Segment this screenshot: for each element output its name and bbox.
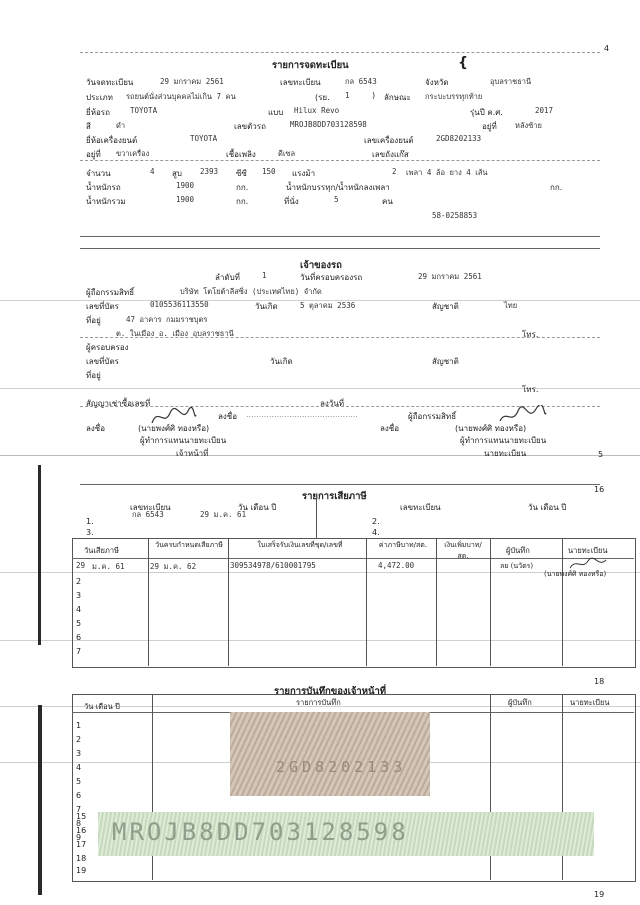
scan-edge <box>38 465 41 645</box>
label: โทร. <box>522 330 539 339</box>
label: ที่นั่ง <box>284 197 299 206</box>
tax-amount: 4,472.00 <box>378 561 415 570</box>
holder-address: 47 อาคาร กมมราชบุตร <box>126 315 208 324</box>
label: รุ่นปี ค.ศ. <box>470 108 503 117</box>
axles: 2 <box>392 167 397 176</box>
total-weight: 1900 <box>176 195 195 204</box>
plate-number: กล 6543 <box>345 77 377 86</box>
holder-name: บริษัท โตโยต้าลีสซิ่ง (ประเทศไทย) จำกัด <box>180 287 322 296</box>
label: ) <box>372 91 376 100</box>
label: เลขเครื่องยนต์ <box>364 136 414 145</box>
province: อุบลราชธานี <box>490 77 532 86</box>
label: เลขที่บัตร <box>86 302 119 311</box>
row-index: 9 <box>76 833 82 842</box>
divider <box>80 248 600 249</box>
engine-trace-text: 2GD8202133 <box>276 758 407 776</box>
model-year: 2017 <box>535 106 554 115</box>
label: เจ้าหน้าที่ <box>176 449 209 458</box>
engine-brand: TOYOTA <box>190 134 218 143</box>
holder-nationality: ไทย <box>504 301 518 310</box>
row-index: 16 <box>76 826 87 835</box>
holder-birth: 5 ตุลาคม 2536 <box>300 301 356 310</box>
label: จำนวน <box>86 169 111 178</box>
label: ลงชื่อ <box>380 424 400 433</box>
label: ผู้ครอบครอง <box>86 343 129 352</box>
transfer-index: 4. <box>372 528 380 537</box>
tax-paid-date: ม.ค. 61 <box>92 562 125 571</box>
log-title: รายการบันทึกของเจ้าหน้าที่ <box>274 686 387 697</box>
row-index: 1 <box>76 721 82 730</box>
page-mark: 16 <box>594 485 605 494</box>
seats: 5 <box>334 195 339 204</box>
label: ลงชื่อ <box>86 424 106 433</box>
label: ลงชื่อ <box>218 412 238 421</box>
label: (รย. <box>315 93 330 102</box>
signer-role: ผู้ทำการแทนนายทะเบียน <box>460 436 547 445</box>
divider <box>316 496 317 538</box>
page-mark: 4 <box>604 44 610 53</box>
log-header: นายทะเบียน <box>570 698 610 707</box>
row-index: 8 <box>76 819 82 828</box>
transfer-index: 2. <box>372 517 380 526</box>
label: กก. <box>236 183 249 192</box>
label: เลขทะเบียน <box>280 78 321 87</box>
table-rule <box>490 538 491 666</box>
tax-header: ผู้บันทึก <box>506 546 530 555</box>
tax-header: ใบเสร็จรับเงินเลขที่ชุด/เลขที่ <box>257 541 343 549</box>
signer-role: ผู้ทำการแทนนายทะเบียน <box>140 436 227 445</box>
label: วันเกิด <box>270 357 293 366</box>
divider <box>80 484 600 485</box>
row-index: 19 <box>76 866 87 875</box>
signature-icon <box>568 556 608 572</box>
serial-number: 58-0258853 <box>432 211 478 220</box>
log-header: วัน เดือน ปี <box>84 702 120 711</box>
chassis-trace-text: MROJB8DD703128598 <box>112 818 409 846</box>
label: วัน เดือน ปี <box>528 503 567 512</box>
label: ผู้ถือกรรมสิทธิ์ <box>86 288 135 297</box>
vehicle-style: กระบะบรรทุกท้าย <box>425 92 483 101</box>
label: น้ำหนักรวม <box>86 197 126 206</box>
label: เลขที่บัตร <box>86 357 119 366</box>
label: กก. <box>236 197 249 206</box>
tax-header: ค่าภาษีบาท/สต. <box>378 541 428 549</box>
label: เลขทะเบียน <box>400 503 441 512</box>
type-code: 1 <box>345 91 350 100</box>
tax-recorder: ลย (นวัตร) <box>500 562 534 570</box>
label: สัญชาติ <box>432 302 459 311</box>
label: เลขทะเบียน <box>130 503 171 512</box>
registration-title: รายการจดทะเบียน <box>272 60 349 71</box>
row-index: 2 <box>76 735 82 744</box>
row-index: 3 <box>76 749 82 758</box>
label: สัญญาเช่าซื้อเลขที่ <box>86 399 151 408</box>
label: ยี่ห้อเครื่องยนต์ <box>86 136 138 145</box>
log-header: ผู้บันทึก <box>508 698 532 707</box>
label: สูบ <box>172 169 182 178</box>
sign-line: ............................................ <box>246 410 358 419</box>
transfer-date: 29 ม.ค. 61 <box>200 510 247 519</box>
registration-date: 29 มกราคม 2561 <box>160 77 224 86</box>
scan-edge <box>38 705 42 895</box>
tax-header: วันครบกำหนดเสียภาษี <box>155 541 223 549</box>
label: สัญชาติ <box>432 357 459 366</box>
label: ซีซี <box>236 169 247 178</box>
label: เชื้อเพลิง <box>226 150 256 159</box>
label: น้ำหนักบรรทุก/น้ำหนักลงเพลา <box>286 183 390 192</box>
brand: TOYOTA <box>130 106 158 115</box>
hold-date: 29 มกราคม 2561 <box>418 272 482 281</box>
row-index: 6 <box>76 633 82 642</box>
label: โทร. <box>522 385 539 394</box>
row-index: 4 <box>76 763 82 772</box>
vehicle-type: รถยนต์นั่งส่วนบุคคลไม่เกิน 7 คน <box>126 92 236 101</box>
chassis-location: หลังซ้าย <box>515 121 542 130</box>
row-index: 15 <box>76 812 87 821</box>
label: วันจดทะเบียน <box>86 78 134 87</box>
label: แบบ <box>268 108 284 117</box>
divider <box>80 160 600 161</box>
row-index: 3 <box>76 591 82 600</box>
label: สี <box>86 122 91 131</box>
label: อยู่ที่ <box>482 122 497 131</box>
row-index: 5 <box>76 619 82 628</box>
engine-number: 2GD8202133 <box>436 134 482 143</box>
row-index: 4 <box>76 605 82 614</box>
table-rule <box>366 538 367 666</box>
label: ประเภท <box>86 93 113 102</box>
label: วันเกิด <box>255 302 278 311</box>
row-index: 7 <box>76 805 82 814</box>
page-number-mark: { <box>458 55 468 71</box>
label: กก. <box>550 183 563 192</box>
page-mark: 19 <box>594 890 605 899</box>
signer-name: (นายพงศ์ศิ ทองหรือ) <box>455 424 527 433</box>
row-index: 18 <box>76 854 87 863</box>
divider <box>80 337 600 338</box>
color: ดำ <box>116 121 126 130</box>
tax-receipt: 309534978/610001795 <box>230 561 316 570</box>
label: คน <box>382 197 393 206</box>
label: ลักษณะ <box>384 93 411 102</box>
engine-number-trace <box>230 712 430 796</box>
row-index: 5 <box>76 777 82 786</box>
label: จังหวัด <box>425 78 449 87</box>
horsepower: 150 <box>262 167 276 176</box>
label: ลำดับที่ <box>215 273 240 282</box>
owner-seq: 1 <box>262 271 267 280</box>
label: วัน เดือน ปี <box>238 503 277 512</box>
log-header: รายการบันทึก <box>296 698 341 707</box>
axle-text: เพลา 4 ล้อ ยาง 4 เส้น <box>406 168 488 177</box>
chassis-number: MROJB8DD703128598 <box>290 120 367 129</box>
engine-location: ขวาเครื่อง <box>116 149 150 158</box>
table-rule <box>72 558 634 559</box>
label: ลงวันที่ <box>320 399 345 408</box>
tax-due-date: 29 ม.ค. 62 <box>150 562 197 571</box>
scan-line <box>0 455 640 456</box>
divider <box>80 52 600 53</box>
label: วันที่ครอบครองรถ <box>300 273 363 282</box>
transfer-index: 1. <box>86 517 94 526</box>
label: ผู้ถือกรรมสิทธิ์ <box>408 412 457 421</box>
table-rule <box>562 538 563 666</box>
cylinders: 4 <box>150 167 155 176</box>
row-index: 6 <box>76 791 82 800</box>
page-mark: 5 <box>598 450 604 459</box>
scan-line <box>0 388 640 389</box>
label: นายทะเบียน <box>484 449 527 458</box>
row-index: 17 <box>76 840 87 849</box>
label: น้ำหนักรถ <box>86 183 121 192</box>
holder-id: 0105536113550 <box>150 300 209 309</box>
tax-title: รายการเสียภาษี <box>302 491 367 502</box>
page-mark: 18 <box>594 677 605 686</box>
tax-header: เงินเพิ่มบาท/สต. <box>444 541 482 560</box>
tax-header: นายทะเบียน <box>568 546 608 555</box>
label: แรงม้า <box>292 169 316 178</box>
table-rule <box>436 538 437 666</box>
transfer-plate: กล 6543 <box>132 510 164 519</box>
weight: 1900 <box>176 181 195 190</box>
engine-cc: 2393 <box>200 167 219 176</box>
fuel: ดีเซล <box>278 149 296 158</box>
model: Hilux Revo <box>294 106 340 115</box>
row-index: 2 <box>76 577 82 586</box>
label: อยู่ที่ <box>86 150 101 159</box>
table-rule <box>148 538 149 666</box>
row-index: 7 <box>76 647 82 656</box>
signer-name: (นายพงศ์ศิ ทองหรือ) <box>138 424 210 433</box>
label: ยี่ห้อรถ <box>86 108 110 117</box>
label: ที่อยู่ <box>86 371 101 380</box>
tax-registrar: (นายพงศ์ศิ ทองหรือ) <box>544 570 607 578</box>
divider <box>80 236 600 237</box>
owner-title: เจ้าของรถ <box>300 260 342 271</box>
chassis-number-trace <box>98 812 594 856</box>
label: เลขถังแก๊ส <box>372 150 409 159</box>
label: ที่อยู่ <box>86 316 101 325</box>
transfer-index: 3. <box>86 528 94 537</box>
row-index: 29 <box>76 561 86 570</box>
holder-address-2: ต. ในเมือง อ. เมือง อุบลราชธานี <box>116 329 234 338</box>
tax-header: วันเสียภาษี <box>84 546 119 555</box>
table-rule <box>228 538 229 666</box>
label: เลขตัวรถ <box>234 122 266 131</box>
